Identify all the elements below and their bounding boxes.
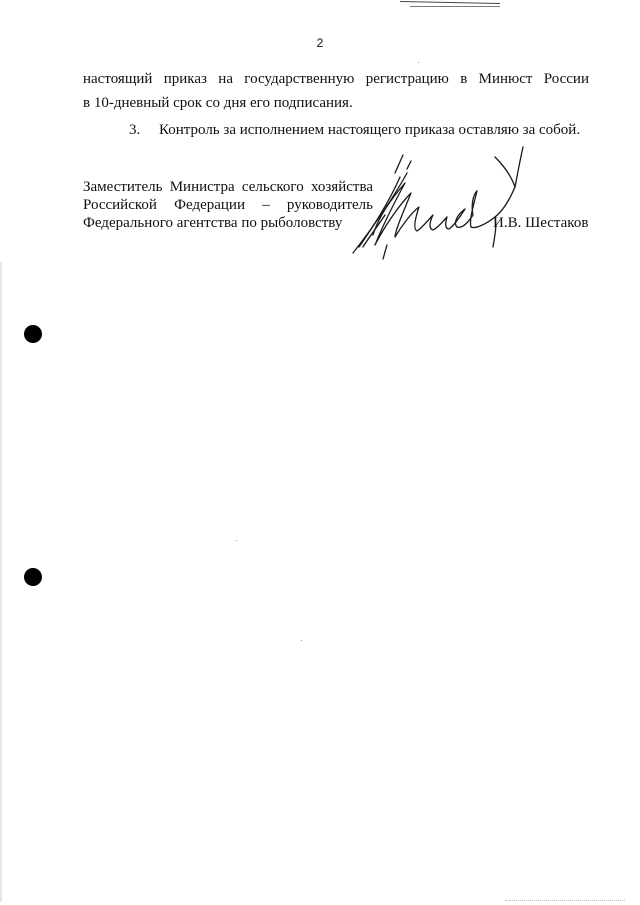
list-item-text: Контроль за исполнением настоящего приказа оставляю за собой. xyxy=(159,122,581,138)
paragraph-text: в 10-дневный срок со дня его подписания. xyxy=(83,95,353,111)
page-number: 2 xyxy=(316,36,324,50)
position-line: Федерального агентства по рыболовству xyxy=(83,215,343,231)
paragraph-text: настоящий приказ на государственную регистрацию в Минюст России xyxy=(83,71,589,87)
punch-hole xyxy=(24,325,42,343)
scan-edge-mark xyxy=(400,1,500,4)
scan-edge-shadow xyxy=(0,262,2,902)
position-line: Российской Федерации – руководитель xyxy=(83,197,373,213)
signer-name: И.В. Шестаков xyxy=(493,215,589,231)
signatory-position xyxy=(83,178,373,232)
handwritten-signature xyxy=(345,135,535,265)
paragraph-line xyxy=(83,67,589,91)
list-item-number: 3. xyxy=(129,122,141,138)
scan-speck xyxy=(236,540,237,541)
scan-edge-mark xyxy=(505,900,625,901)
scan-speck xyxy=(418,62,419,63)
punch-hole xyxy=(24,568,42,586)
paragraph-line xyxy=(83,91,589,115)
scan-speck xyxy=(301,640,302,641)
scan-edge-mark xyxy=(410,6,500,7)
position-line: Заместитель Министра сельского хозяйства xyxy=(83,179,373,195)
